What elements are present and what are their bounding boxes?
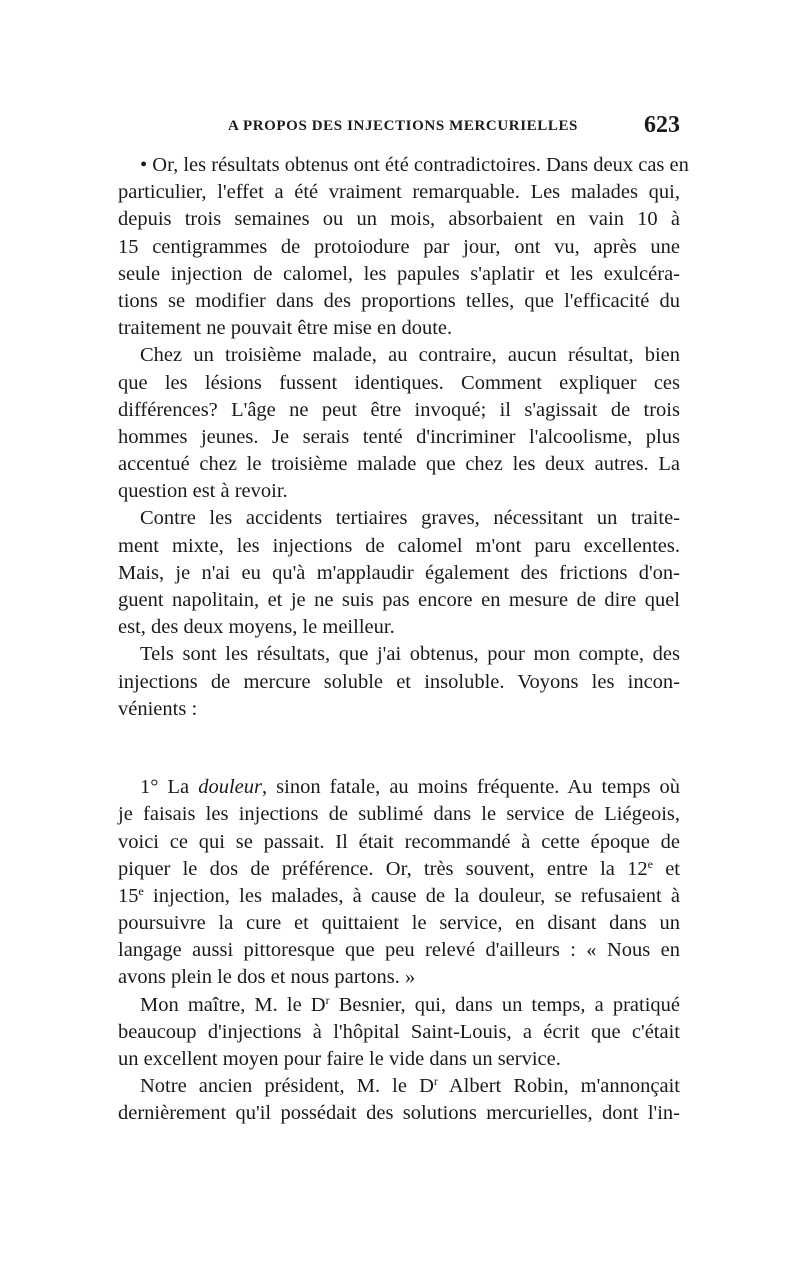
paragraph: [118, 152, 689, 342]
text-line: seule injection de calomel, les papules s'aplatir et les exulcéra-: [118, 262, 680, 285]
text-line: [118, 1073, 680, 1100]
text-line: [118, 774, 680, 801]
text-line: accentué chez le troisième malade que chez les deux autres. La: [118, 453, 680, 476]
text-line: [118, 883, 680, 910]
text-line: Chez un troisième malade, au contraire, aucun résultat, bien: [140, 344, 680, 367]
section-spacer: [118, 750, 680, 774]
text-line: hommes jeunes. Je serais tenté d'incriminer l'alcoolisme, plus: [118, 425, 680, 448]
text-line: Mais, je n'ai eu qu'à m'applaudir également des frictions d'on-: [118, 561, 680, 584]
text-line: je faisais les injections de sublimé dans le service de Liégeois,: [118, 803, 680, 826]
paragraph: [118, 505, 680, 641]
section-spacer: [118, 723, 680, 750]
text-line: est, des deux moyens, le meilleur.: [118, 616, 395, 639]
text-line: • Or, les résultats obtenus ont été contradictoires. Dans deux cas en: [140, 154, 689, 176]
text-line: [118, 992, 680, 1019]
text-line: 15 centigrammes de protoiodure par jour, ont vu, après une: [118, 235, 680, 258]
italic-line-text: 1° La douleur, sinon fatale, au moins fréquente. Au temps où: [140, 776, 680, 799]
paragraph: [118, 992, 680, 1074]
text-line: différences? L'âge ne peut être invoqué; il s'agissait de trois: [118, 398, 680, 421]
text-line: que les lésions fussent identiques. Comment expliquer ces: [118, 371, 680, 394]
text-line: dernièrement qu'il possédait des solutions mercurielles, dont l'in-: [118, 1102, 680, 1125]
superscript-line-text: Mon maître, M. le $D^r$ Besnier, qui, dans un temps, a pratiqué: [140, 992, 680, 1016]
text-line: [118, 856, 680, 883]
text-line: guent napolitain, et je ne suis pas encore en mesure de dire quel: [118, 589, 680, 611]
text-line: depuis trois semaines ou un mois, absorbaient en vain 10 à: [118, 208, 680, 231]
text-line: particulier, l'effet a été vraiment remarquable. Les malades qui,: [118, 181, 680, 204]
text-line: traitement ne pouvait être mise en doute.: [118, 317, 453, 340]
superscript-line-text: 15e injection, les malades, à cause de la douleur, se refusaient à: [118, 883, 680, 907]
paragraph: [118, 342, 680, 505]
text-line: poursuivre la cure et quittaient le service, en disant dans un: [118, 912, 680, 935]
paragraph: [118, 641, 680, 723]
running-title: A PROPOS DES INJECTIONS MERCURIELLES: [228, 118, 579, 134]
text-line: vénients :: [118, 697, 198, 720]
text-line: question est à revoir.: [118, 480, 288, 503]
text-line: ment mixte, les injections de calomel m'ont paru excellentes.: [118, 534, 680, 557]
body-text: [118, 152, 689, 1128]
text-line: voici ce qui se passait. Il était recommandé à cette époque de: [118, 830, 680, 853]
text-line: langage aussi pittoresque que peu relevé d'ailleurs : « Nous en: [118, 939, 680, 962]
superscript-line-text: piquer le dos de préférence. Or, très souvent, entre la 12e et: [118, 856, 680, 880]
running-header: [118, 112, 680, 142]
text-line: beaucoup d'injections à l'hôpital Saint-Louis, a écrit que c'était: [118, 1020, 680, 1043]
text-line: Tels sont les résultats, que j'ai obtenus, pour mon compte, des: [140, 643, 680, 666]
superscript-line-text: Notre ancien président, M. le $D^r$ Albert Robin, m'annonçait: [140, 1074, 680, 1098]
paragraph: [118, 774, 680, 992]
text-line: injections de mercure soluble et insoluble. Voyons les incon-: [118, 670, 680, 693]
text-line: tions se modifier dans des proportions telles, que l'efficacité du: [118, 289, 680, 312]
paragraph: [118, 1073, 680, 1127]
page-number: 623: [644, 112, 680, 138]
text-line: un excellent moyen pour faire le vide dans un service.: [118, 1048, 561, 1070]
text-line: Contre les accidents tertiaires graves, nécessitant un traite-: [140, 507, 680, 530]
text-line: avons plein le dos et nous partons. »: [118, 966, 416, 989]
